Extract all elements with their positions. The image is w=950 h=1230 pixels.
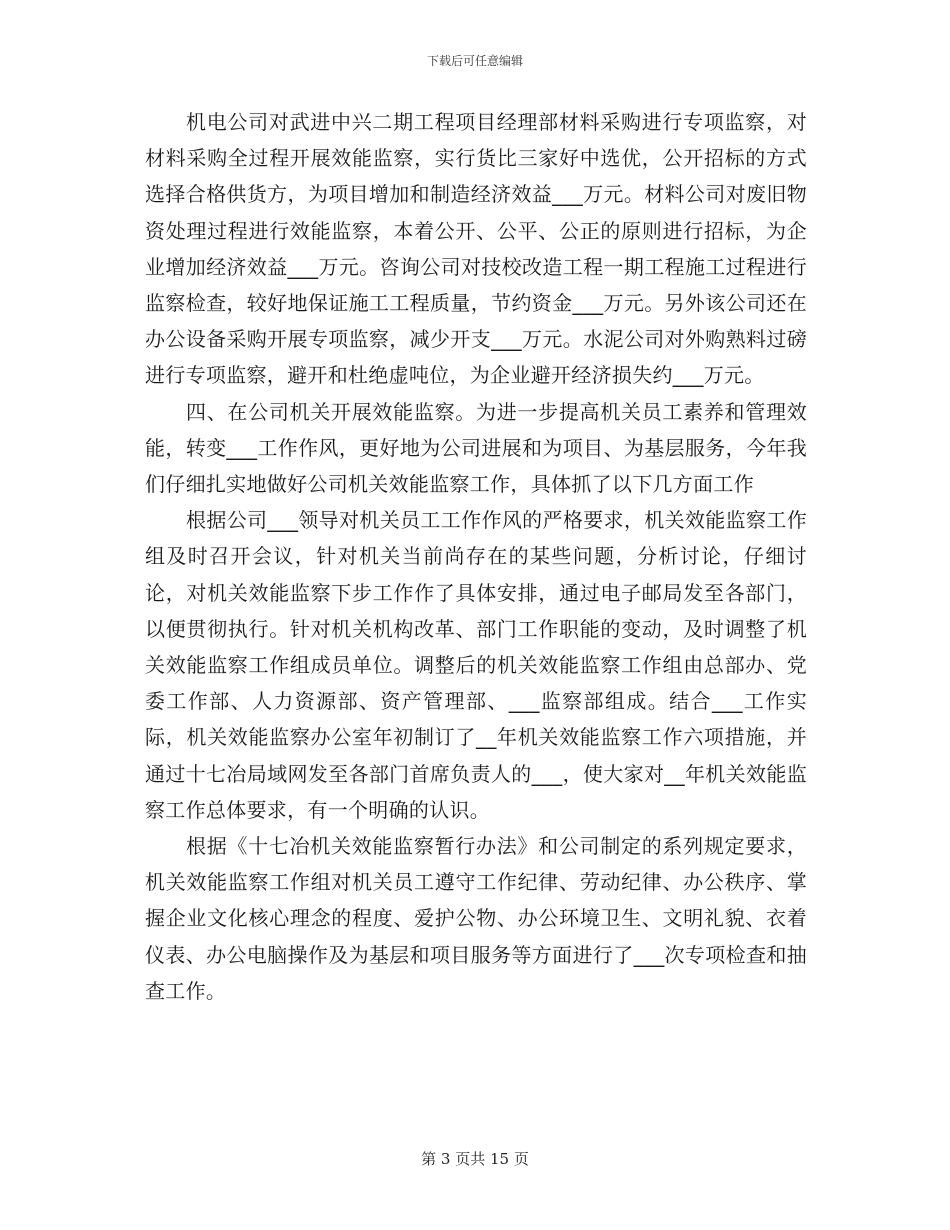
paragraph-inspection: 根据《十七冶机关效能监察暂行办法》和公司制定的系列规定要求，机关效能监察工作组对机关员工遵守工作纪律、劳动纪律、办公秩序、掌握企业文化核心理念的程度、爱护公物、办公环境卫生、文明礼貌、衣着仪表、办公电脑操作及为基层和项目服务等方面进行了___次专项检查和抽查工作。 [145,834,807,1003]
page-number: 第 3 页共 15 页 [421,1150,529,1168]
document-body [145,104,807,1009]
paragraph-section-four: 四、在公司机关开展效能监察。为进一步提高机关员工素养和管理效能，转变___工作作风，更好地为公司进展和为项目、为基层服务，今年我们仔细扎实地做好公司机关效能监察工作，具体抓了以下几方面工作 [145,399,807,497]
paragraph-work-group: 根据公司___领导对机关员工工作作风的严格要求，机关效能监察工作组及时召开会议，针对机关当前尚存在的某些问题，分析讨论，仔细讨论，对机关效能监察下步工作作了具体安排，通过电子邮局发至各部门，以便贯彻执行。针对机关机构改革、部门工作职能的变动，及时调整了机关效能监察工作组成员单位。调整后的机关效能监察工作组由总部办、党委工作部、人力资源部、资产管理部、___监察部组成。结合___工作实际，机关效能监察办公室年初制订了__年机关效能监察工作六项措施，并通过十七冶局域网发至各部门首席负责人的___，使大家对__年机关效能监察工作总体要求，有一个明确的认识。 [145,508,807,822]
paragraph-procurement-supervision: 机电公司对武进中兴二期工程项目经理部材料采购进行专项监察，对材料采购全过程开展效能监察，实行货比三家好中选优，公开招标的方式选择合格供货方，为项目增加和制造经济效益___万元。材料公司对废旧物资处理过程进行效能监察，本着公开、公平、公正的原则进行招标，为企业增加经济效益___万元。咨询公司对技校改造工程一期工程施工过程进行监察检查，较好地保证施工工程质量，节约资金___万元。另外该公司还在办公设备采购开展专项监察，减少开支___万元。水泥公司对外购熟料过磅进行专项监察，避开和杜绝虚吨位，为企业避开经济损失约___万元。 [145,110,807,388]
page-header: 下载后可任意编辑 [426,54,523,68]
